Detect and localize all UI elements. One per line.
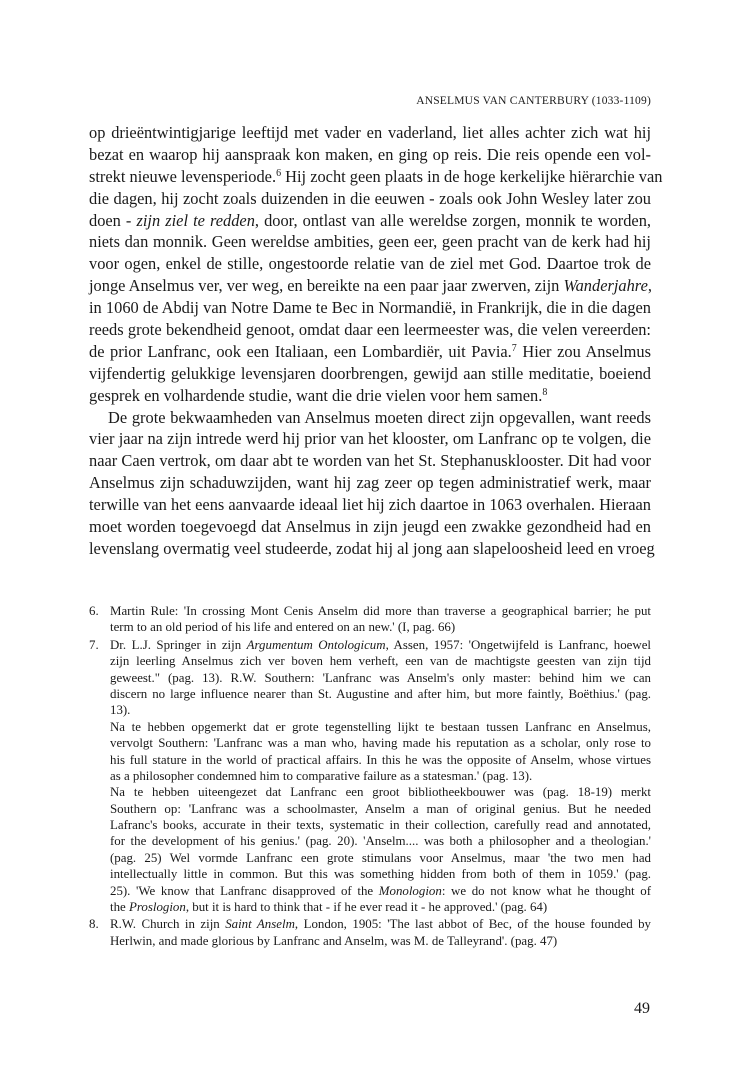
- body-line: [89, 210, 651, 232]
- body-line: moet worden toegevoegd dat Anselmus in zijn jeugd een zwakke gezondheid had en: [89, 517, 651, 537]
- footnote-line: geweest." (pag. 13). R.W. Southern: 'Lanfranc was Anselm's only master: behind him we can: [110, 670, 651, 685]
- text: Hij zocht geen plaats in de hoge kerkelijke hiërarchie van: [281, 166, 663, 186]
- footnote-number: 6.: [89, 604, 99, 618]
- italic-text: Argumentum Ontologicum: [246, 637, 386, 652]
- footnote-line: Southern op: 'Lanfranc was a schoolmaster, Anselm a man of original genius. But he needed: [110, 801, 651, 816]
- text: , Assen, 1957: 'Ongetwijfeld is Lanfranc, hoewel: [385, 637, 651, 652]
- footnote-line: intellectually little in common. But this was something hidden from both of them in 1059.' (pag.: [110, 867, 651, 882]
- footnote-line: Na te hebben uiteengezet dat Lanfranc een groot bibliotheekbouwer was (pag. 18-19) merkt: [110, 785, 651, 800]
- footnote-ref-8[interactable]: 8: [542, 386, 548, 398]
- footnote-line: 13).: [110, 703, 131, 718]
- footnote-line: as a philosopher condemned him to comparative failure as a statesman.' (pag. 13).: [110, 768, 533, 783]
- text: doen -: [89, 210, 137, 230]
- body-line: terwille van het eens aanvaarde ideaal liet hij zich daartoe in 1063 overhalen. Hieraan: [89, 495, 651, 515]
- footnote-line: his full stature in the world of practical affairs. In this he was the opposite of Anselm, whose virtues: [110, 752, 651, 767]
- footnote-number: 8.: [89, 917, 99, 932]
- footnote-line: zijn leerling Anselmus zich ver boven hem verheft, een van de machtigste geesten van zijn tijd: [110, 654, 651, 669]
- footnotes: [89, 603, 651, 950]
- footnote-line: [110, 899, 651, 915]
- text: the: [110, 900, 129, 915]
- footnote-line: Na te hebben opgemerkt dat er grote tegenstelling lijkt te bestaan tussen Lanfranc en Anselmus,: [110, 719, 651, 734]
- text: jonge Anselmus ver, ver weg, en bereikte na een paar jaar zwerven, zijn: [89, 276, 564, 296]
- italic-text: Wanderjahre: [563, 276, 648, 296]
- body-line: in 1060 de Abdij van Notre Dame te Bec in Normandië, in Frankrijk, die in die dagen: [89, 298, 651, 318]
- footnote-ref-6[interactable]: 6: [276, 167, 282, 179]
- text: R.W. Church in zijn: [110, 917, 226, 932]
- text: de prior Lanfranc, ook een Italiaan, een Lombardiër, uit Pavia.: [89, 341, 512, 361]
- body-text: [89, 122, 663, 560]
- italic-text: Monologion: [378, 883, 442, 898]
- footnote-line: [110, 883, 651, 899]
- body-line: [89, 341, 651, 363]
- footnote-ref-7[interactable]: 7: [511, 342, 517, 354]
- body-line: vijfendertig gelukkige levensjaren doorbrengen, gewijd aan stille meditatie, boeiend: [89, 363, 651, 383]
- footnote-line: Herlwin, and made glorious by Lanfranc and Anselm, was M. de Talleyrand'. (pag. 47): [110, 933, 558, 948]
- body-line: vier jaar na zijn intrede werd hij prior van het klooster, om Lanfranc op te volgen, die: [89, 429, 651, 449]
- text: strekt nieuwe levensperiode.: [89, 166, 277, 186]
- italic-text: Saint Anselm: [225, 917, 295, 932]
- footnote-line: [110, 916, 651, 932]
- footnote-line: for the development of his genius.' (pag. 20). 'Anselm.... was both a philosopher and a theologian.': [110, 834, 651, 849]
- text: , door, ontlast van alle wereldse zorgen, monnik te worden,: [254, 210, 651, 230]
- footnote-line: (pag. 25) Wel vormde Lanfranc een grote stimulans voor Anselmus, maar 'the two men had: [110, 850, 651, 865]
- text: 25). 'We know that Lanfranc disapproved of the: [110, 883, 379, 898]
- body-line: Anselmus zijn schaduwzijden, want hij zag zeer op tegen administratief werk, maar: [89, 473, 651, 493]
- footnote-line: Martin Rule: 'In crossing Mont Cenis Anselm did more than traverse a geographical barrier; he put: [110, 604, 651, 618]
- text: , but it is hard to think that - if he ever read it - he approved.' (pag. 64): [185, 900, 548, 915]
- footnote-line: term to an old period of his life and entered on an new.' (I, pag. 66): [110, 620, 456, 635]
- body-line: [89, 275, 651, 297]
- footnote-line: discern no large influence nearer than St. Augustine and after him, but more faintly, Boëthius.' (pag.: [110, 686, 651, 701]
- italic-text: Proslogion: [128, 900, 186, 915]
- text: : we do not know what he thought of: [441, 883, 651, 898]
- body-line: die dagen, hij zocht zoals duizenden in die eeuwen - zoals ook John Wesley later zou: [89, 188, 651, 208]
- text: gesprek en volhardende studie, want die drie vielen voor hem samen.: [89, 385, 543, 405]
- body-line: bezat en waarop hij aanspraak kon maken, en ging op reis. Die reis opende een vol-: [89, 144, 651, 164]
- text: , London, 1905: 'The last abbot of Bec, of the house founded by: [294, 917, 651, 932]
- text: Dr. L.J. Springer in zijn: [110, 637, 247, 652]
- footnote-line: [110, 637, 651, 653]
- text: ,: [647, 276, 652, 296]
- footnote-number: 7.: [89, 637, 99, 652]
- running-header: ANSELMUS VAN CANTERBURY (1033-1109): [416, 95, 651, 107]
- body-line: op drieëntwintigjarige leeftijd met vader en vaderland, liet alles achter zich wat hij: [89, 123, 651, 142]
- text: Hier zou Anselmus: [516, 341, 652, 361]
- footnote-line: Lafranc's books, accurate in their texts, systematic in their collection, carefully read and annotated,: [110, 818, 651, 833]
- body-line: De grote bekwaamheden van Anselmus moeten direct zijn opgevallen, want reeds: [108, 407, 651, 427]
- footnote-line: vervolgt Southern: 'Lanfranc was a man who, having made his reputation as a scholar, only rose to: [110, 736, 651, 751]
- body-line: niets dan monnik. Geen wereldse ambities, geen eer, geen pracht van de kerk had hij: [89, 232, 651, 252]
- body-line: [89, 385, 651, 407]
- body-line: naar Caen vertrok, om daar abt te worden van het St. Stephanusklooster. Dit had voor: [89, 451, 651, 471]
- body-line: reeds grote bekendheid genoot, omdat daar een leermeester was, die velen vereerden:: [89, 320, 651, 340]
- italic-text: zijn ziel te redden: [136, 210, 255, 230]
- page-number: 49: [634, 1000, 650, 1017]
- footnote-7: [89, 637, 651, 916]
- body-line: voor ogen, enkel de stille, ongestoorde relatie van de ziel met God. Daartoe trok de: [89, 254, 651, 274]
- footnote-6: [89, 603, 651, 636]
- body-line: levenslang overmatig veel studeerde, zodat hij al jong aan slapeloosheid leed en vroeg: [89, 538, 655, 558]
- footnote-8: [89, 916, 651, 949]
- body-line: [89, 166, 663, 188]
